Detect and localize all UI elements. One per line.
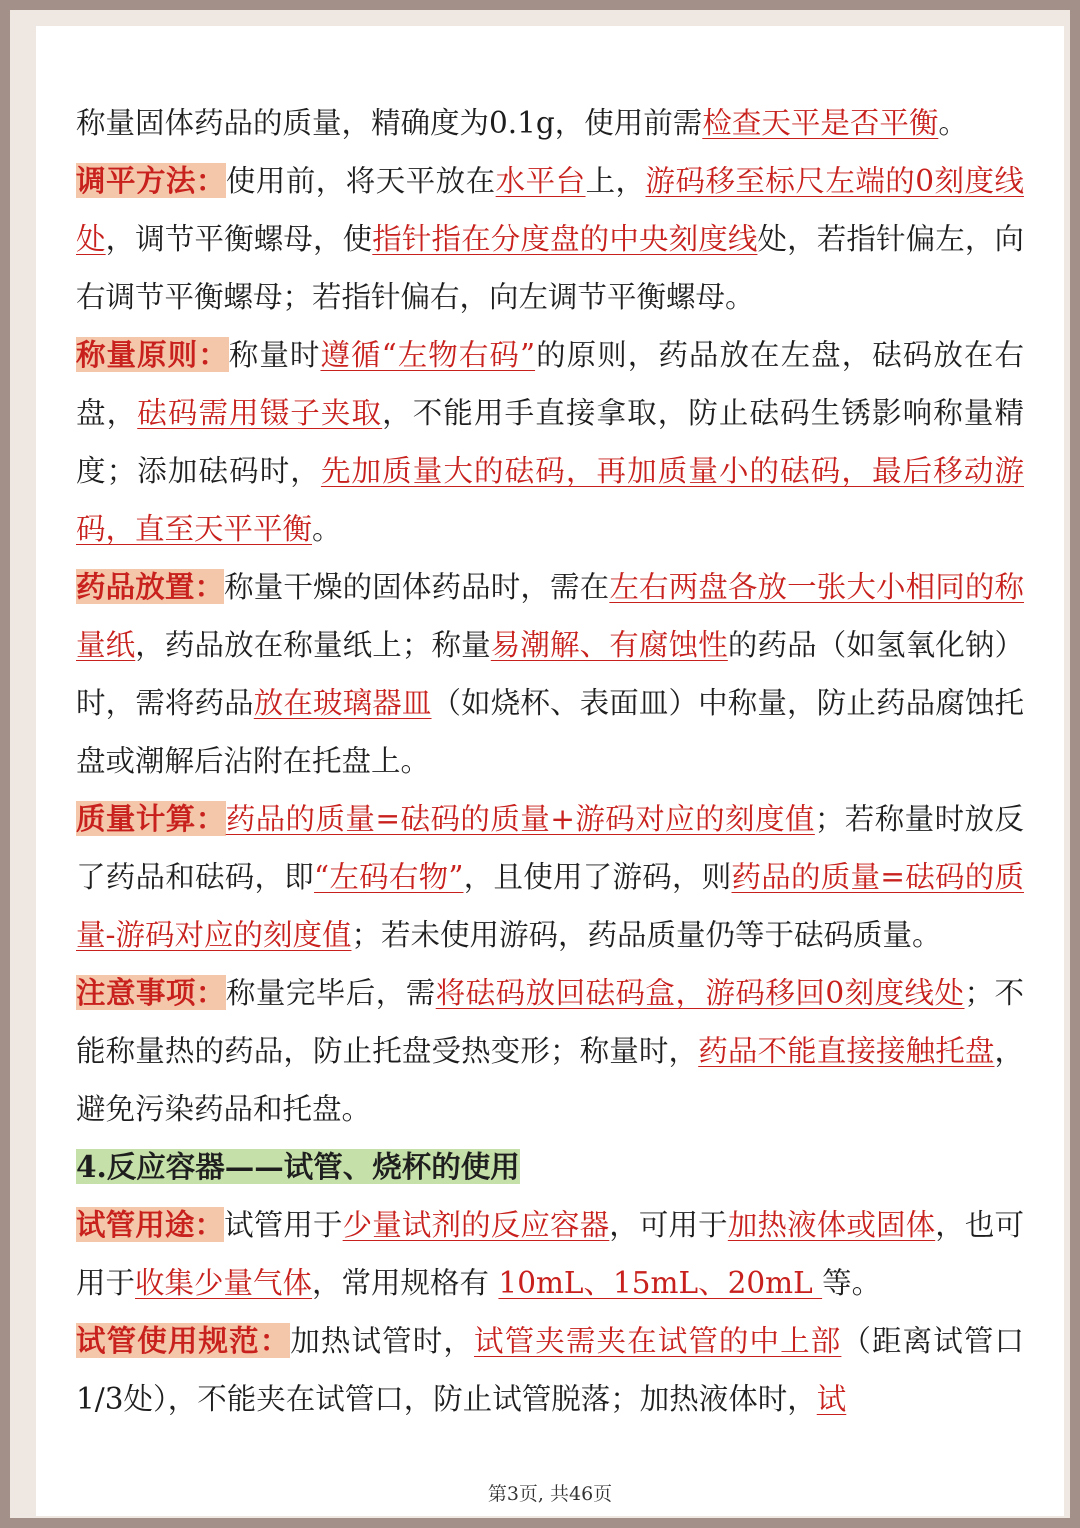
- key-point: 将砝码放回砝码盒，游码移回0刻度线处: [435, 976, 965, 1010]
- body-text: ，不能用手直接拿取，防止砝码生锈影响称量精度；添加砝码时，: [76, 396, 1024, 488]
- body-text: 加热试管时，: [290, 1324, 475, 1358]
- key-point: 收集少量气体: [135, 1266, 313, 1300]
- body-text: 使用前，将天平放在: [225, 164, 496, 198]
- body-text: ；若称量时放反了药品和砝码，即: [76, 802, 1024, 894]
- key-point: 水平台: [495, 164, 586, 198]
- section-label: 调平方法：: [76, 163, 226, 198]
- body-text: （距离试管口1/3处），不能夹在试管口，防止试管脱落；加热液体时，: [76, 1324, 1024, 1416]
- body-text: 上，: [585, 164, 646, 198]
- key-point: 少量试剂的反应容器: [342, 1208, 610, 1242]
- body-text: 处，若指针偏左，向右调节平衡螺母；若指针偏右，向左调节平衡螺母。: [76, 222, 1024, 314]
- body-text: 的原则，药品放在左盘，砝码放在右盘，: [76, 338, 1024, 430]
- body-text: 称量时: [228, 338, 321, 372]
- body-text: ，避免污染药品和托盘。: [76, 1034, 1024, 1126]
- paragraph: [76, 1138, 1024, 1196]
- document-body: [76, 94, 1024, 1428]
- paragraph: [76, 326, 1024, 558]
- body-text: 称量干燥的固体药品时，需在: [224, 570, 610, 604]
- key-point: “左码右物”: [314, 860, 464, 894]
- section-label: 试管用途：: [76, 1207, 225, 1242]
- key-point: 游码移至标尺左端的0刻度线处: [76, 164, 1024, 256]
- key-point: 放在玻璃器皿: [253, 686, 432, 720]
- section-label: 药品放置：: [76, 569, 225, 604]
- body-text: ；若未使用游码，药品质量仍等于砝码质量。: [351, 918, 942, 952]
- key-point: 药品的质量=砝码的质量-游码对应的刻度值: [76, 860, 1024, 952]
- body-text: ，且使用了游码，则: [463, 860, 732, 894]
- key-point: 药品的质量=砝码的质量+游码对应的刻度值: [225, 802, 815, 836]
- body-text: 的药品（如氢氧化钠）时，需将药品: [76, 628, 1024, 720]
- paragraph: [76, 94, 1024, 152]
- key-point: 先加质量大的砝码，再加质量小的砝码，最后移动游码，直至天平平衡: [76, 454, 1024, 546]
- body-text: 等。: [822, 1266, 882, 1300]
- section-label: 注意事项：: [76, 975, 226, 1010]
- body-text: ，可用于: [609, 1208, 728, 1242]
- key-point: 试: [816, 1382, 847, 1416]
- body-text: ，药品放在称量纸上；称量: [135, 628, 491, 662]
- body-text: 。: [312, 512, 342, 546]
- page-number: 第3页, 共46页: [487, 1483, 613, 1505]
- section-label: 称量原则：: [76, 337, 229, 372]
- body-text: 称量完毕后，需: [225, 976, 436, 1010]
- section-label: 试管使用规范：: [76, 1323, 291, 1358]
- section-label: 质量计算：: [76, 801, 226, 836]
- body-text: ，常用规格有: [312, 1266, 499, 1300]
- key-point: 10mL、15mL、20mL: [498, 1266, 823, 1300]
- paragraph: [76, 1312, 1024, 1428]
- key-point: 检查天平是否平衡: [702, 106, 939, 140]
- paragraph: [76, 558, 1024, 790]
- key-point: 砝码需用镊子夹取: [137, 396, 383, 430]
- key-point: 左右两盘各放一张大小相同的称量纸: [76, 570, 1024, 662]
- paragraph: [76, 1196, 1024, 1312]
- key-point: 指针指在分度盘的中央刻度线: [372, 222, 758, 256]
- section-heading: 4.反应容器——试管、烧杯的使用: [76, 1149, 520, 1184]
- body-text: ；不能称量热的药品，防止托盘受热变形；称量时，: [76, 976, 1024, 1068]
- key-point: 试管夹需夹在试管的中上部: [474, 1324, 842, 1358]
- body-text: 称量固体药品的质量，精确度为0.1g，使用前需: [76, 106, 703, 140]
- key-point: 易潮解、有腐蚀性: [490, 628, 728, 662]
- body-text: 试管用于: [224, 1208, 343, 1242]
- key-point: 加热液体或固体: [727, 1208, 936, 1242]
- key-point: 遵循“左物右码”: [320, 338, 536, 372]
- body-text: ，调节平衡螺母，使: [105, 222, 373, 256]
- paragraph: [76, 964, 1024, 1138]
- paragraph: [76, 152, 1024, 326]
- body-text: 。: [938, 106, 968, 140]
- body-text: ，也可用于: [76, 1208, 1024, 1300]
- body-text: （如烧杯、表面皿）中称量，防止药品腐蚀托盘或潮解后沾附在托盘上。: [76, 686, 1024, 778]
- page-frame: [10, 10, 1070, 1518]
- paragraph: [76, 790, 1024, 964]
- document-page: [36, 26, 1064, 1516]
- key-point: 药品不能直接接触托盘: [698, 1034, 995, 1068]
